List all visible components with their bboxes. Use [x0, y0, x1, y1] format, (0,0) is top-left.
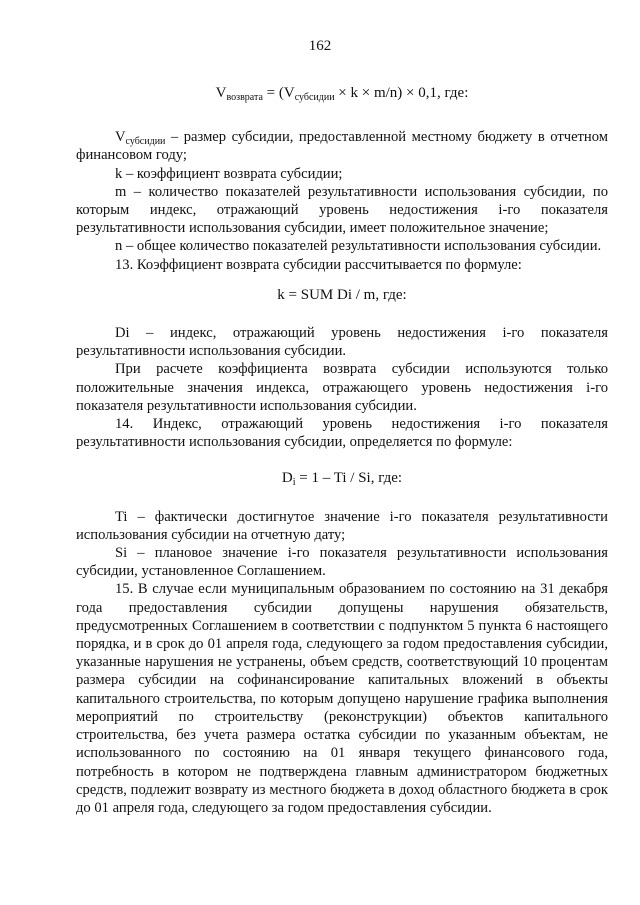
definition-si: Si – плановое значение i-го показателя результативности использования субсидии, установленное Соглашением. — [76, 545, 608, 580]
formula-lhs-subscript: возврата — [226, 92, 263, 103]
definition-v-subsidy — [76, 128, 608, 164]
formula-coefficient-k: k = SUM Di / m, где: — [277, 286, 407, 303]
formula-return-volume — [76, 84, 608, 102]
document-body — [76, 80, 608, 817]
definition-k: k – коэффициент возврата субсидии; — [115, 165, 343, 182]
formula-index-d — [76, 469, 608, 487]
definition-di: Di – индекс, отражающий уровень недостижения i-го показателя результативности использования субсидии. — [76, 325, 608, 360]
paragraph-15: 15. В случае если муниципальным образованием по состоянию на 31 декабря года предоставления субсидии допущены нарушения обязательств, предусмотренных Соглашением в соответствии с подпунктом 5 пункта 6 настоящего порядка, и в срок до 01 апреля года, следующего за годом предоставления субсидии, указанные нарушения не устранены, объем средств, соответствующий 10 процентам размера субсидии на софинансирование капитальных вложений в объекты капитального строительства, по которым допущено нарушение графика выполнения мероприятий по строительству (реконструкции) объектов капитального строительства, без учета размера остатка субсидии по указанным объектам, не использованного по состоянию на 01 января текущего финансового года, потребность в котором не подтверждена главным администратором бюджетных средств, подлежит возврату из местного бюджета в доход областного бюджета в срок до 01 апреля года, следующего за годом предоставления субсидии. — [76, 581, 608, 816]
formula-rest: × k × m/n) × 0,1, где: — [334, 85, 469, 101]
paragraph-14: 14. Индекс, отражающий уровень недостижения i-го показателя результативности использования субсидии, определяется по формуле: — [76, 416, 608, 451]
definition-n: n – общее количество показателей результативности использования субсидии. — [115, 238, 602, 255]
formula-d-rest: = 1 – Ti / Si, где: — [295, 470, 403, 487]
v-subscript: субсидии — [125, 136, 166, 148]
formula-d-symbol: D — [281, 470, 293, 487]
formula-subsidy-subscript: субсидии — [294, 92, 335, 103]
formula-eq-open: = (V — [262, 85, 295, 101]
v-definition-text: – размер субсидии, предоставленной местному бюджету в отчетном финансовом году; — [76, 129, 608, 164]
definition-ti: Ti – фактически достигнутое значение i-го показателя результативности использования субсидии на отчетную дату; — [76, 508, 608, 543]
definition-m: m – количество показателей результативности использования субсидии, по которым индекс, отражающий уровень недостижения i-го показателя результативности использования субсидии, имеет положительное значение; — [76, 183, 608, 237]
formula-lhs: V — [215, 85, 227, 101]
v-symbol: V — [115, 129, 126, 146]
paragraph-13: 13. Коэффициент возврата субсидии рассчитывается по формуле: — [115, 256, 522, 273]
formula-d-subscript: i — [292, 477, 296, 489]
positive-values-note: При расчете коэффициента возврата субсидии используются только положительные значения индекса, отражающего уровень недостижения i-го показателя результативности использования субсидии. — [76, 361, 608, 414]
page-number: 162 — [308, 38, 332, 54]
